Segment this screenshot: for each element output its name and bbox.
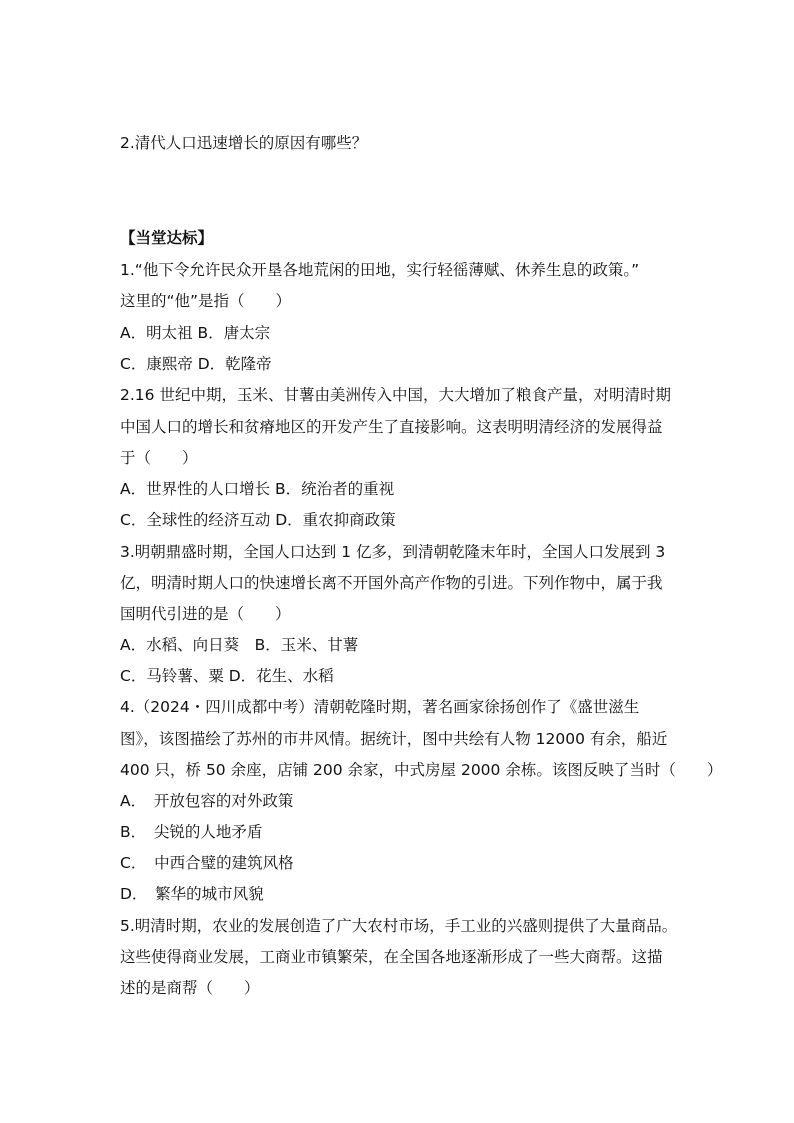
question-1-stem-line: 1.“他下令允许民众开垦各地荒闲的田地，实行轻徭薄赋、休养生息的政策。” [120, 261, 640, 279]
question-2-stem-line: 2.16 世纪中期，玉米、甘薯由美洲传入中国，大大增加了粮食产量，对明清时期 [120, 386, 671, 404]
question-4-option-line: D． 繁华的城市风貌 [120, 885, 264, 903]
question-2-stem-line: 于（ ） [120, 449, 198, 467]
question-4-option-line: C． 中西合璧的建筑风格 [120, 854, 294, 872]
question-3-option-line: C．马铃薯、粟 D．花生、水稻 [120, 667, 334, 685]
question-3-stem-line: 国明代引进的是（ ） [120, 605, 291, 623]
question-1-stem-line: 这里的“他”是指（ ） [120, 292, 292, 310]
question-2-option-line: A．世界性的人口增长 B．统治者的重视 [120, 480, 395, 498]
question-4-option-line: B． 尖锐的人地矛盾 [120, 823, 263, 841]
question-5-stem-line: 这些使得商业发展，工商业市镇繁荣，在全国各地逐渐形成了一些大商帮。这描 [120, 948, 663, 966]
question-1-option-line: A．明太祖 B．唐太宗 [120, 324, 271, 342]
question-4-stem-line: 4.（2024・四川成都中考）清朝乾隆时期，著名画家徐扬创作了《盛世滋生 [120, 698, 640, 716]
question-2-stem-line: 中国人口的增长和贫瘠地区的开发产生了直接影响。这表明明清经济的发展得益 [120, 418, 663, 436]
question-5-stem-line: 5.明清时期，农业的发展创造了广大农村市场，手工业的兴盛则提供了大量商品。 [120, 917, 678, 935]
question-5-stem-line: 述的是商帮（ ） [120, 979, 260, 997]
question-1-option-line: C．康熙帝 D．乾隆帝 [120, 355, 272, 373]
question-3-stem-line: 3.明朝鼎盛时期，全国人口达到 1 亿多，到清朝乾隆末年时，全国人口发展到 3 [120, 543, 666, 561]
section-title: 【当堂达标】 [120, 229, 214, 247]
previous-question: 2.清代人口迅速增长的原因有哪些？ [120, 134, 368, 152]
question-3-option-line: A．水稻、向日葵 B．玉米、甘薯 [120, 636, 359, 654]
question-4-option-line: A． 开放包容的对外政策 [120, 792, 294, 810]
question-3-stem-line: 亿，明清时期人口的快速增长离不开国外高产作物的引进。下列作物中，属于我 [120, 574, 663, 592]
question-4-stem-line: 图》，该图描绘了苏州的市井风情。据统计，图中共绘有人物 12000 有余，船近 [120, 730, 668, 748]
question-2-option-line: C．全球性的经济互动 D．重农抑商政策 [120, 511, 396, 529]
question-4-stem-line: 400 只，桥 50 余座，店铺 200 余家，中式房屋 2000 余栋。该图反映了当时（ ） [120, 761, 723, 779]
